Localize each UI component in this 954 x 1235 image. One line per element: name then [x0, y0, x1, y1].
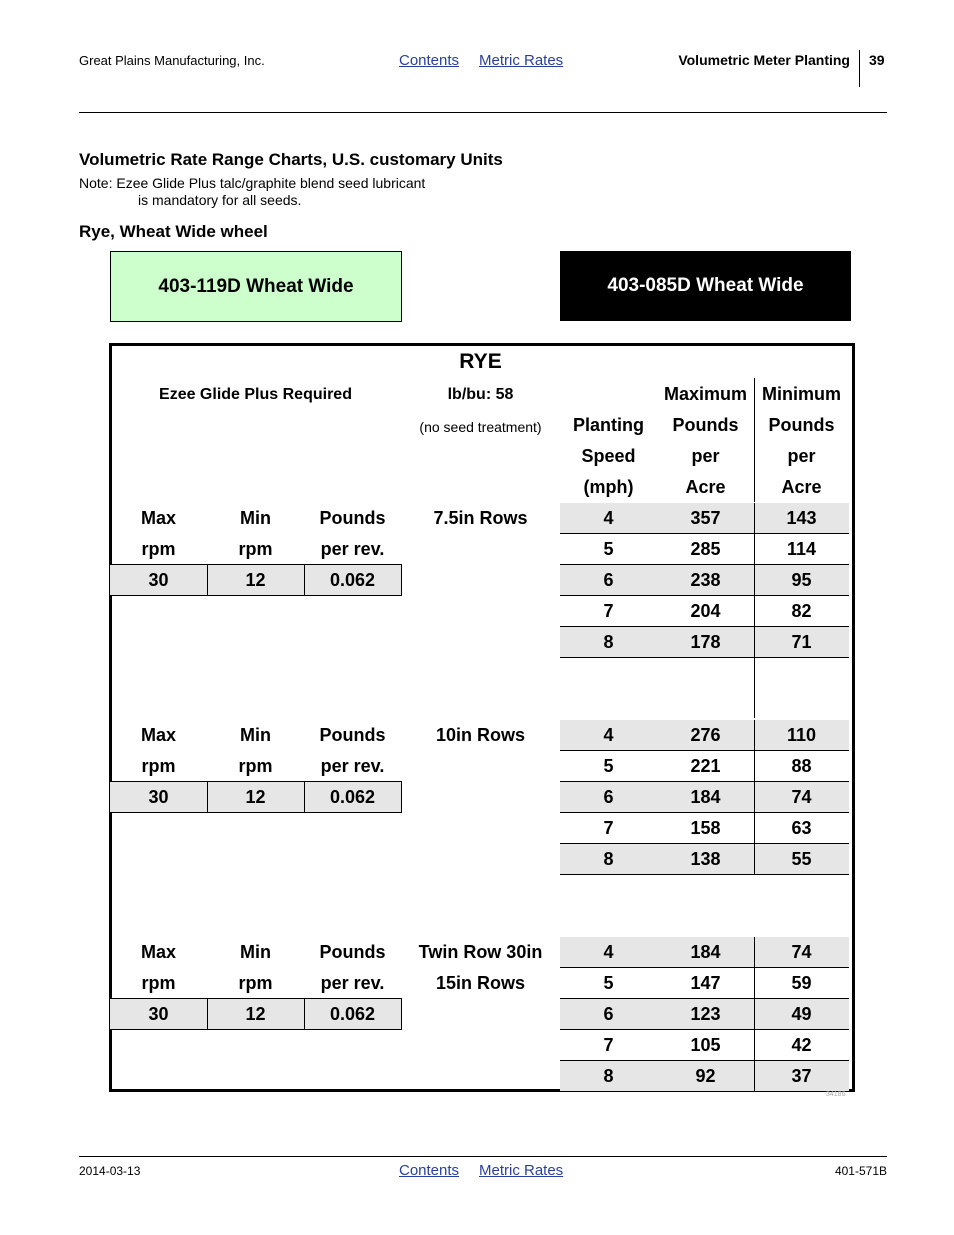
- footer-date: 2014-03-13: [79, 1164, 141, 1178]
- rate-column-divider: [754, 503, 755, 658]
- footer-rule: [79, 1156, 887, 1157]
- lb-per-bu: lb/bu: 58: [447, 386, 514, 403]
- min-pounds-value: 114: [786, 539, 817, 559]
- meter-box-divider: [401, 564, 402, 596]
- max-label: Max: [140, 508, 176, 528]
- speed-value: 7: [603, 818, 614, 838]
- max-label: Max: [140, 725, 176, 745]
- min-pounds-value: 71: [791, 632, 812, 652]
- speed-header: Planting: [573, 415, 644, 435]
- min-pounds-value: 49: [791, 1004, 812, 1024]
- min-pounds-value: 42: [791, 1035, 812, 1055]
- contents-link[interactable]: Contents: [399, 52, 460, 69]
- min-pounds-value: 59: [791, 973, 812, 993]
- per-rev-value: 0.062: [329, 1004, 376, 1024]
- figure-id: 34186: [826, 1091, 846, 1098]
- min-pounds-value: 143: [786, 508, 817, 528]
- max-pounds-value: 184: [690, 787, 721, 807]
- min-label: Min: [240, 725, 271, 745]
- subheading: Rye, Wheat Wide wheel: [79, 222, 268, 241]
- min-pounds-value: 82: [791, 601, 812, 621]
- max-pounds-value: 204: [690, 601, 721, 621]
- min-pounds-header: Minimum: [762, 384, 841, 404]
- meter-box-black: [560, 251, 851, 321]
- min-rpm-value: 12: [245, 787, 266, 807]
- min-pounds-value: 74: [791, 787, 812, 807]
- seed-treatment: (no seed treatment): [419, 419, 542, 435]
- page-number: 39: [869, 52, 885, 68]
- pounds-label: Pounds: [319, 508, 386, 528]
- max-pounds-value: 221: [690, 756, 721, 776]
- meter-box-divider: [401, 781, 402, 813]
- per-rev-value: 0.062: [329, 787, 376, 807]
- min-pounds-value: 88: [791, 756, 812, 776]
- speed-value: 4: [603, 725, 614, 745]
- meter-box-green: [110, 251, 402, 322]
- min-pounds-value: 74: [791, 942, 812, 962]
- row-spacing-label-2: [401, 751, 560, 782]
- per-rev-label: per rev.: [320, 756, 385, 776]
- min-label: Min: [240, 508, 271, 528]
- max-pounds-value: 138: [690, 849, 721, 869]
- speed-value: 6: [603, 570, 614, 590]
- max-pounds-value: 276: [690, 725, 721, 745]
- max-pounds-header: Maximum: [663, 384, 748, 404]
- max-pounds-value: 92: [695, 1066, 716, 1086]
- speed-value: 7: [603, 601, 614, 621]
- rpm-label: rpm: [238, 973, 273, 993]
- row-spacing-label: Twin Row 30in: [418, 942, 543, 962]
- company-name: Great Plains Manufacturing, Inc.: [79, 53, 265, 68]
- max-pounds-header: Acre: [685, 477, 726, 497]
- min-rpm-value: 12: [245, 1004, 266, 1024]
- speed-value: 6: [603, 1004, 614, 1024]
- rpm-label: rpm: [141, 973, 176, 993]
- speed-value: 8: [603, 849, 614, 869]
- pounds-label: Pounds: [319, 725, 386, 745]
- metric-rates-link[interactable]: Metric Rates: [479, 52, 564, 69]
- speed-value: 5: [603, 539, 614, 559]
- per-rev-label: per rev.: [320, 539, 385, 559]
- max-pounds-value: 178: [690, 632, 721, 652]
- meter-box-divider: [401, 998, 402, 1030]
- rate-column-divider: [754, 720, 755, 875]
- note-line-1: Note: Ezee Glide Plus talc/graphite blend seed lubricant: [79, 175, 426, 191]
- min-pounds-header: Pounds: [768, 415, 835, 435]
- section-title: Volumetric Meter Planting: [678, 52, 850, 68]
- max-rpm-value: 30: [148, 787, 169, 807]
- rpm-label: rpm: [238, 539, 273, 559]
- max-pounds-value: 147: [690, 973, 721, 993]
- min-pounds-value: 55: [791, 849, 812, 869]
- per-rev-value: 0.062: [329, 570, 376, 590]
- note-line-2: is mandatory for all seeds.: [138, 192, 302, 208]
- max-pounds-header: Pounds: [672, 415, 739, 435]
- meter-green-label: 403-119D Wheat Wide: [158, 275, 354, 297]
- footer-contents-link[interactable]: Contents: [399, 1162, 460, 1179]
- speed-header: Speed: [581, 446, 636, 466]
- row-spacing-label: 7.5in Rows: [433, 508, 528, 528]
- speed-value: 7: [603, 1035, 614, 1055]
- max-pounds-value: 105: [690, 1035, 721, 1055]
- speed-value: 5: [603, 756, 614, 776]
- min-pounds-header: Acre: [781, 477, 822, 497]
- speed-value: 4: [603, 942, 614, 962]
- doc-number: 401-571B: [834, 1164, 887, 1178]
- lubricant-note: [79, 175, 425, 209]
- min-pounds-value: 110: [786, 725, 817, 745]
- max-label: Max: [140, 942, 176, 962]
- header-column-divider: [754, 378, 755, 502]
- min-pounds-value: 95: [791, 570, 812, 590]
- max-pounds-value: 357: [690, 508, 721, 528]
- header-rule: [79, 112, 887, 113]
- table-title: RYE: [459, 350, 502, 373]
- max-pounds-value: 158: [690, 818, 721, 838]
- per-rev-label: per rev.: [320, 973, 385, 993]
- rate-column-divider: [754, 656, 755, 718]
- row-spacing-label-2: 15in Rows: [435, 973, 526, 993]
- max-rpm-value: 30: [148, 570, 169, 590]
- speed-value: 4: [603, 508, 614, 528]
- speed-header: (mph): [583, 477, 634, 497]
- meter-black-label: 403-085D Wheat Wide: [607, 275, 804, 296]
- rpm-label: rpm: [238, 756, 273, 776]
- ezee-required: Ezee Glide Plus Required: [159, 386, 352, 403]
- min-pounds-value: 37: [791, 1066, 812, 1086]
- pounds-label: Pounds: [319, 942, 386, 962]
- max-pounds-header: per: [691, 446, 720, 466]
- min-rpm-value: 12: [245, 570, 266, 590]
- page-heading: Volumetric Rate Range Charts, U.S. customary Units: [79, 150, 503, 169]
- max-pounds-value: 123: [690, 1004, 721, 1024]
- speed-value: 8: [603, 1066, 614, 1086]
- rpm-label: rpm: [141, 539, 176, 559]
- speed-value: 6: [603, 787, 614, 807]
- footer-metric-rates-link[interactable]: Metric Rates: [479, 1162, 564, 1179]
- max-pounds-value: 238: [690, 570, 721, 590]
- max-pounds-value: 285: [690, 539, 721, 559]
- max-rpm-value: 30: [148, 1004, 169, 1024]
- speed-value: 5: [603, 973, 614, 993]
- rpm-label: rpm: [141, 756, 176, 776]
- min-pounds-value: 63: [791, 818, 812, 838]
- max-pounds-value: 184: [690, 942, 721, 962]
- row-spacing-label-2: [401, 534, 560, 565]
- speed-value: 8: [603, 632, 614, 652]
- min-label: Min: [240, 942, 271, 962]
- row-spacing-label: 10in Rows: [435, 725, 526, 745]
- rate-column-divider: [754, 937, 755, 1092]
- min-pounds-header: per: [787, 446, 816, 466]
- header-divider: [859, 50, 860, 87]
